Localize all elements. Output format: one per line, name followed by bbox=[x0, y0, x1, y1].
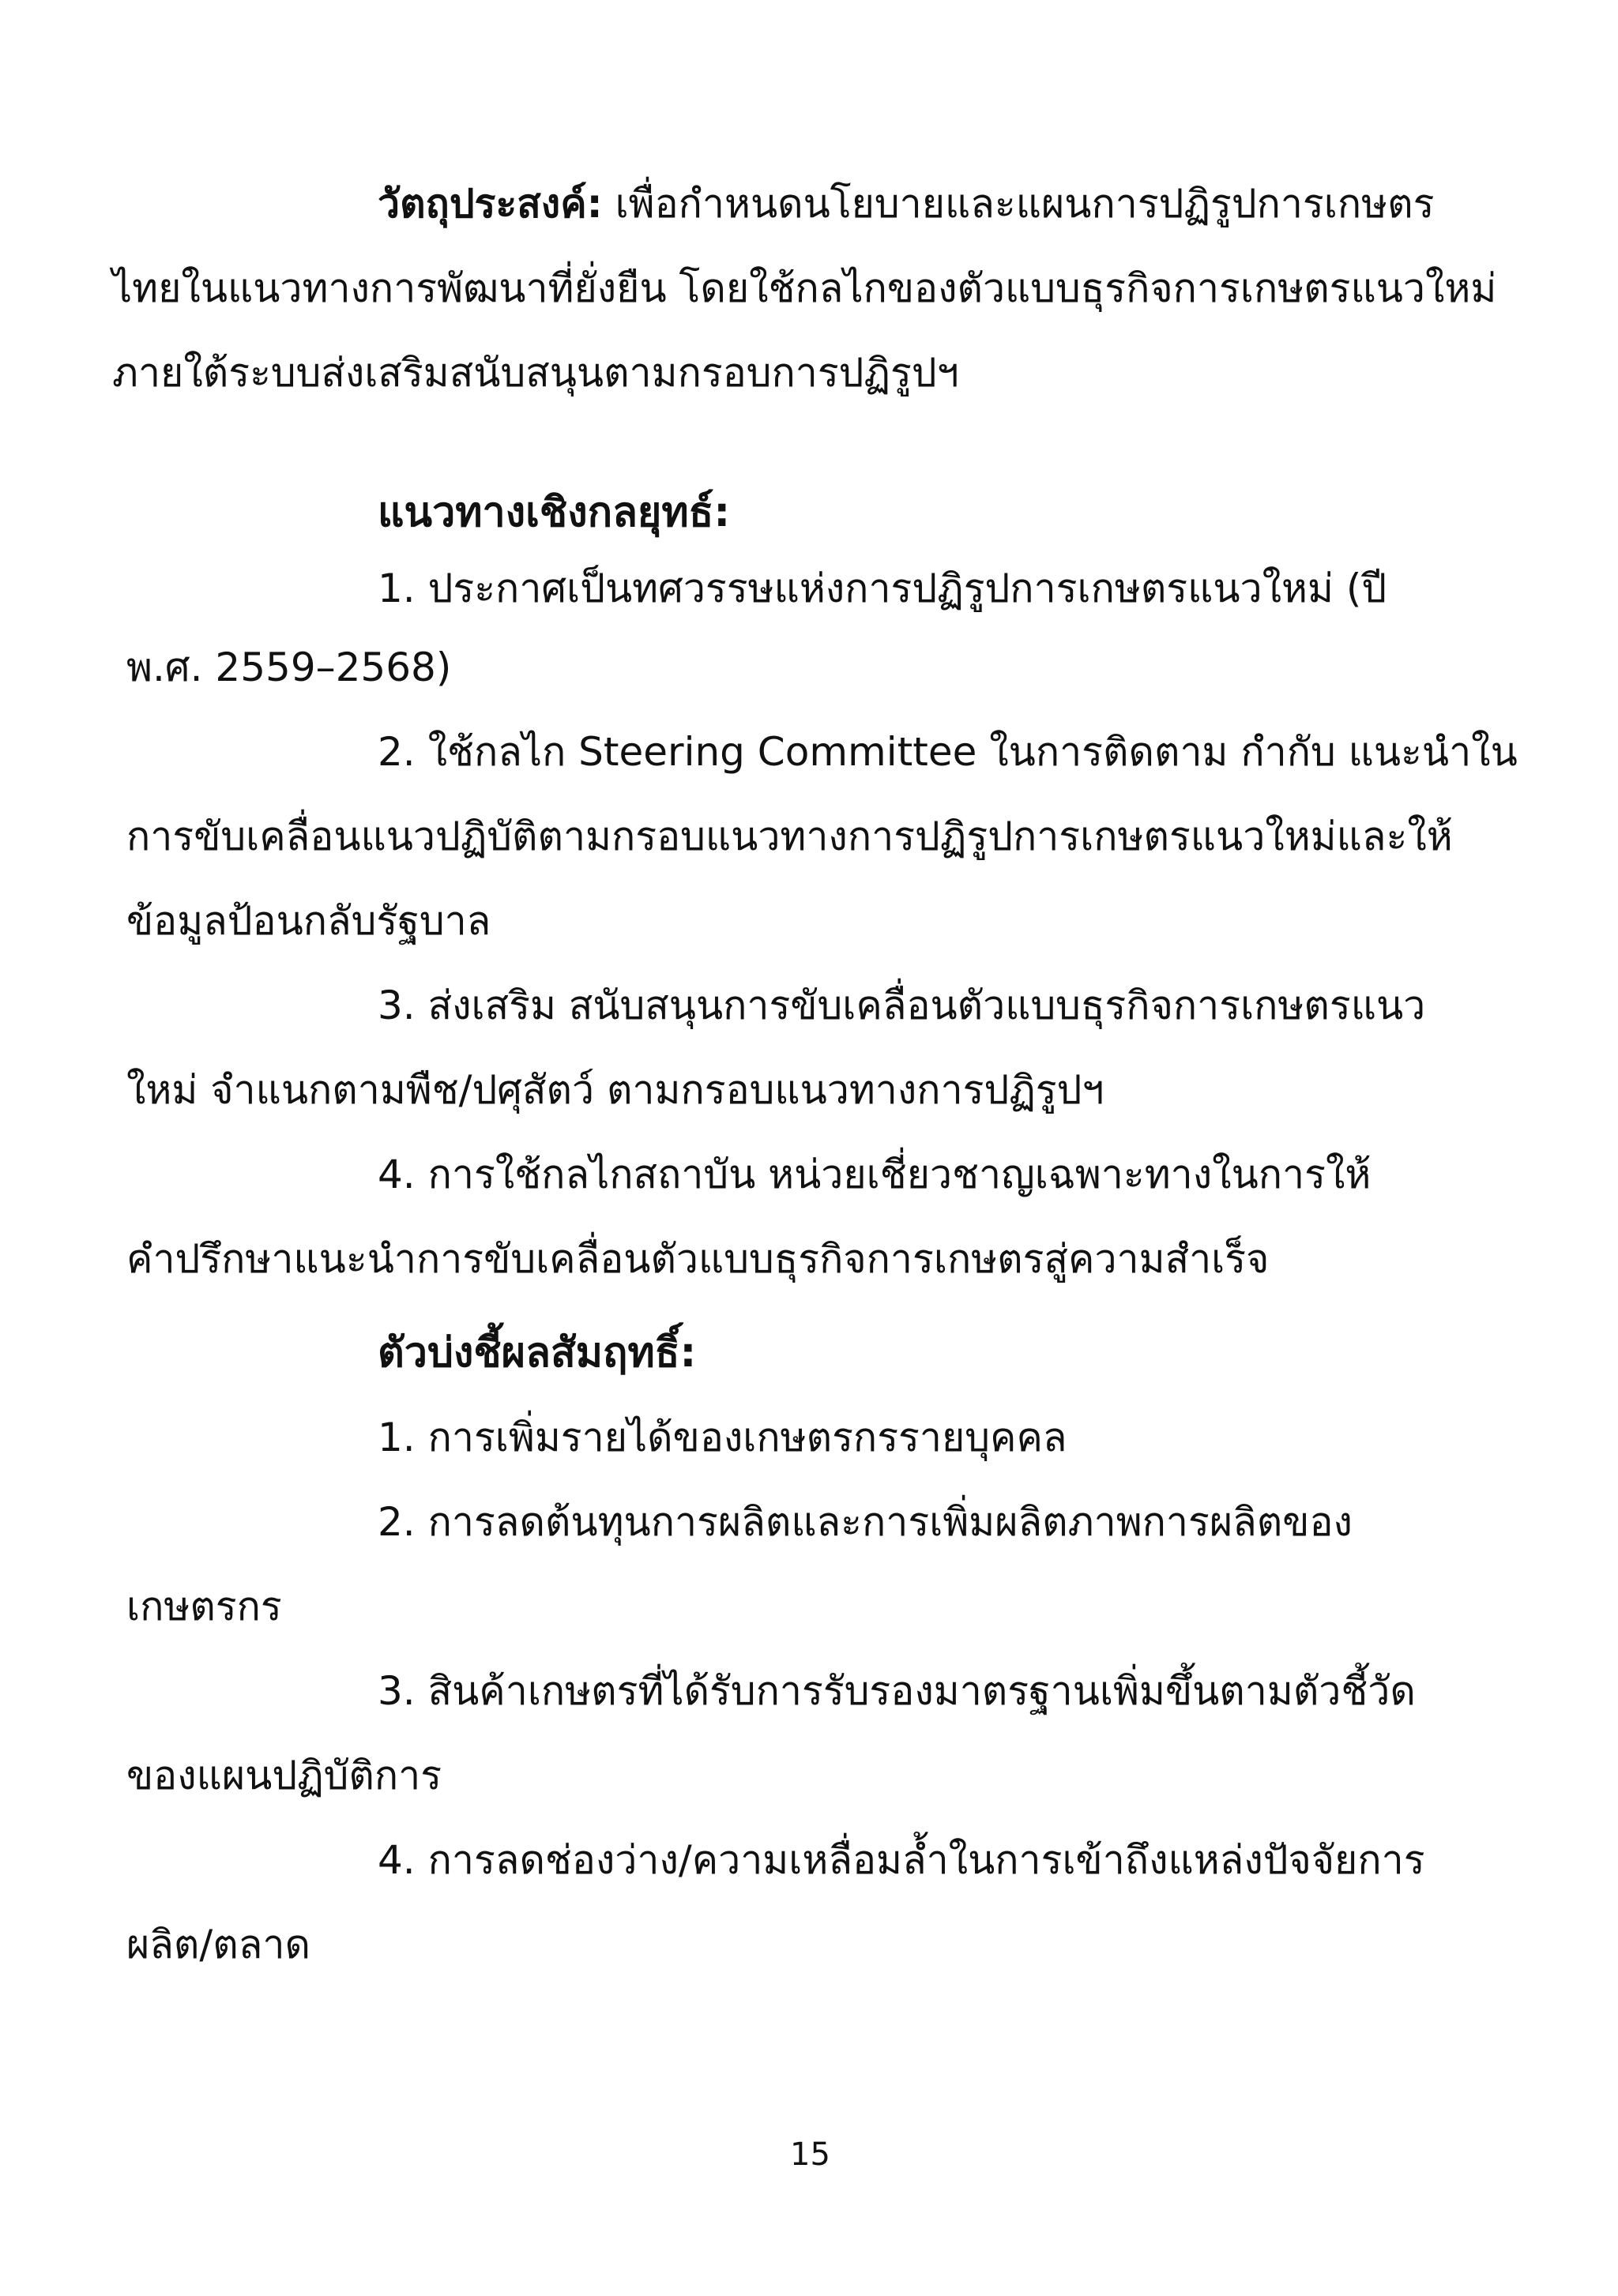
strategy-heading: แนวทางเชิงกลยุทธ์: bbox=[378, 489, 731, 536]
indicator-item-3-line-2: ของแผนปฏิบัติการ bbox=[126, 1753, 442, 1798]
strategy-item-2-line-2: การขับเคลื่อนแนวปฏิบัติตามกรอบแนวทางการปฏิรูปการเกษตรแนวใหม่และให้ bbox=[126, 814, 1453, 859]
indicator-item-4-line-1: 4. การลดช่องว่าง/ความเหลื่อมล้ำในการเข้าถึงแหล่งปัจจัยการ bbox=[378, 1837, 1425, 1883]
indicator-item-2-line-2: เกษตรกร bbox=[126, 1584, 282, 1629]
indicator-item-3-line-1: 3. สินค้าเกษตรที่ได้รับการรับรองมาตรฐานเพิ่มขึ้นตามตัวชี้วัด bbox=[378, 1668, 1416, 1714]
strategy-item-4-line-2: คำปรึกษาแนะนำการขับเคลื่อนตัวแบบธุรกิจการเกษตรสู่ความสำเร็จ bbox=[126, 1236, 1270, 1282]
indicator-item-2-line-1: 2. การลดต้นทุนการผลิตและการเพิ่มผลิตภาพการผลิตของ bbox=[378, 1499, 1353, 1545]
objective-line-1 bbox=[378, 180, 1434, 227]
strategy-item-2-line-1: 2. ใช้กลไก Steering Committee ในการติดตาม กำกับ แนะนำใน bbox=[378, 729, 1518, 775]
strategy-item-3-line-1: 3. ส่งเสริม สนับสนุนการขับเคลื่อนตัวแบบธุรกิจการเกษตรแนว bbox=[378, 983, 1426, 1028]
indicator-item-4-line-2: ผลิต/ตลาด bbox=[126, 1922, 310, 1967]
strategy-item-3-line-2: ใหม่ จำแนกตามพืช/ปศุสัตว์ ตามกรอบแนวทางการปฏิรูปฯ bbox=[126, 1067, 1104, 1113]
indicators-heading: ตัวบ่งชี้ผลสัมฤทธิ์: bbox=[378, 1329, 697, 1377]
page-number: 15 bbox=[790, 2136, 830, 2173]
indicator-item-1-line-1: 1. การเพิ่มรายได้ของเกษตรกรรายบุคคล bbox=[378, 1415, 1067, 1460]
strategy-item-4-line-1: 4. การใช้กลไกสถาบัน หน่วยเชี่ยวชาญเฉพาะทางในการให้ bbox=[378, 1152, 1372, 1197]
strategy-item-2-line-3: ข้อมูลป้อนกลับรัฐบาล bbox=[126, 898, 491, 944]
objective-label: วัตถุประสงค์: bbox=[378, 181, 603, 227]
objective-line-2: ไทยในแนวทางการพัฒนาที่ยั่งยืน โดยใช้กลไกของตัวแบบธุรกิจการเกษตรแนวใหม่ bbox=[112, 265, 1497, 311]
strategy-item-1-line-2: พ.ศ. 2559–2568) bbox=[126, 644, 452, 690]
objective-text-1: เพื่อกำหนดนโยบายและแผนการปฏิรูปการเกษตร bbox=[615, 181, 1435, 227]
objective-line-3: ภายใต้ระบบส่งเสริมสนับสนุนตามกรอบการปฏิรูปฯ bbox=[112, 350, 959, 396]
strategy-item-1-line-1: 1. ประกาศเป็นทศวรรษแห่งการปฏิรูปการเกษตรแนวใหม่ (ปี bbox=[378, 566, 1387, 611]
